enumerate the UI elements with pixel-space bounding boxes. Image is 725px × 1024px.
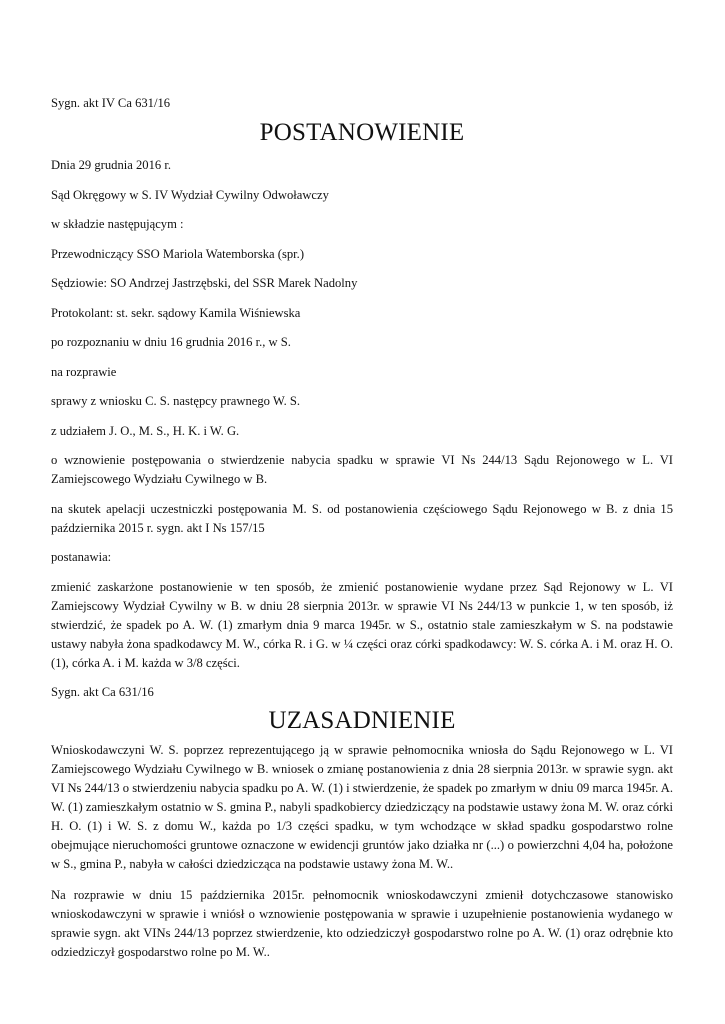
decision-date: Dnia 29 grudnia 2016 r. [51, 158, 171, 172]
participants: z udziałem J. O., M. S., H. K. i W. G. [51, 423, 240, 438]
court-name: Sąd Okręgowy w S. IV Wydział Cywilny Odwoławczy [51, 187, 329, 202]
court-clerk: Protokolant: st. sekr. sądowy Kamila Wiśniewska [51, 305, 301, 320]
document-page [51, 94, 673, 962]
decides-label: postanawia: [51, 550, 112, 564]
case-description: sprawy z wniosku C. S. następcy prawnego W. S. [51, 394, 301, 408]
hearing-info: po rozpoznaniu w dniu 16 grudnia 2016 r., w S. [51, 335, 291, 349]
case-subject: o wznowienie postępowania o stwierdzenie nabycia spadku w sprawie VI Ns 244/13 Sądu Rejonowego w L. VI Zamiejscowego Wydziału Cywilnego w B. [51, 453, 673, 486]
justification-title: UZASADNIENIE [268, 707, 456, 734]
justification-paragraph: Wnioskodawczyni W. S. poprzez reprezentującego ją w sprawie pełnomocnika wniosła do Sądu Rejonowego w L. VI Zamiejscowego Wydziału Cywilnego w B. wniosek o zmianę postanowienia z dnia 28 sierpnia 2013r. w sprawie sygn. akt VI Ns 244/13 o stwierdzeniu nabycia spadku po A. W. (1) i stwierdzenie, że spadek po zmarłym w dniu 09 marca 1945r. A. W. (1) zamieszkałym ostatnio w S. gmina P., nabyli spadkobiercy dziedziczący na podstawie ustawy żona M. W. oraz córki H. O. (1) i W. S. z domu W., każda po 1/3 części spadku, w tym wchodzące w skład spadku gospodarstwo rolne obejmujące nieruchomości gruntowe oznaczone w ewidencji gruntów jako działka nr (...) o powierzchni 4,04 ha, położone w S., gmina P., nabyła w całości dziedzicząca na podstawie ustawy żona M. W.. [51, 743, 673, 871]
composition-intro: w składzie następującym : [51, 217, 184, 231]
justification-paragraph: Na rozprawie w dniu 15 października 2015r. pełnomocnik wnioskodawczyni zmienił dotychczasowe stanowisko wnioskodawczyni w sprawie i wniósł o wznowienie postępowania w sprawie i uzupełnienie postanowienia wydanego w sprawie sygn. akt VINs 244/13 poprzez stwierdzenie, kto odziedziczył gospodarstwo rolne po A. W. (1) oraz odrębnie kto odziedziczył gospodarstwo rolne po M. W.. [51, 888, 673, 959]
judges: Sędziowie: SO Andrzej Jastrzębski, del SSR Marek Nadolny [51, 276, 358, 290]
case-signature-2: Sygn. akt Ca 631/16 [51, 685, 154, 699]
session-type: na rozprawie [51, 364, 117, 379]
presiding-judge: Przewodniczący SSO Mariola Watemborska (spr.) [51, 246, 305, 261]
document-title: POSTANOWIENIE [259, 119, 465, 146]
case-signature: Sygn. akt IV Ca 631/16 [51, 96, 171, 110]
ruling-text: zmienić zaskarżone postanowienie w ten sposób, że zmienić postanowienie wydane przez Sąd Rejonowy w L. VI Zamiejscowy Wydział Cywilny w B. w dniu 28 sierpnia 2013r. w sprawie VI Ns 244/13 w punkcie 1, w ten sposób, iż stwierdzić, że spadek po A. W. (1) zmarłym dnia 9 marca 1945r. w S., ostatnio stale zamieszkałym w S. na podstawie ustawy nabyła żona spadkodawcy M. W., córka R. i G. w ¼ części oraz córki spadkodawcy: W. S. córka A. i M. oraz H. O. (1), córka A. i M. każda w 3/8 części. [51, 579, 673, 670]
appeal-info: na skutek apelacji uczestniczki postępowania M. S. od postanowienia częściowego Sądu Rejonowego w B. z dnia 15 października 2015 r. sygn. akt I Ns 157/15 [51, 501, 673, 535]
